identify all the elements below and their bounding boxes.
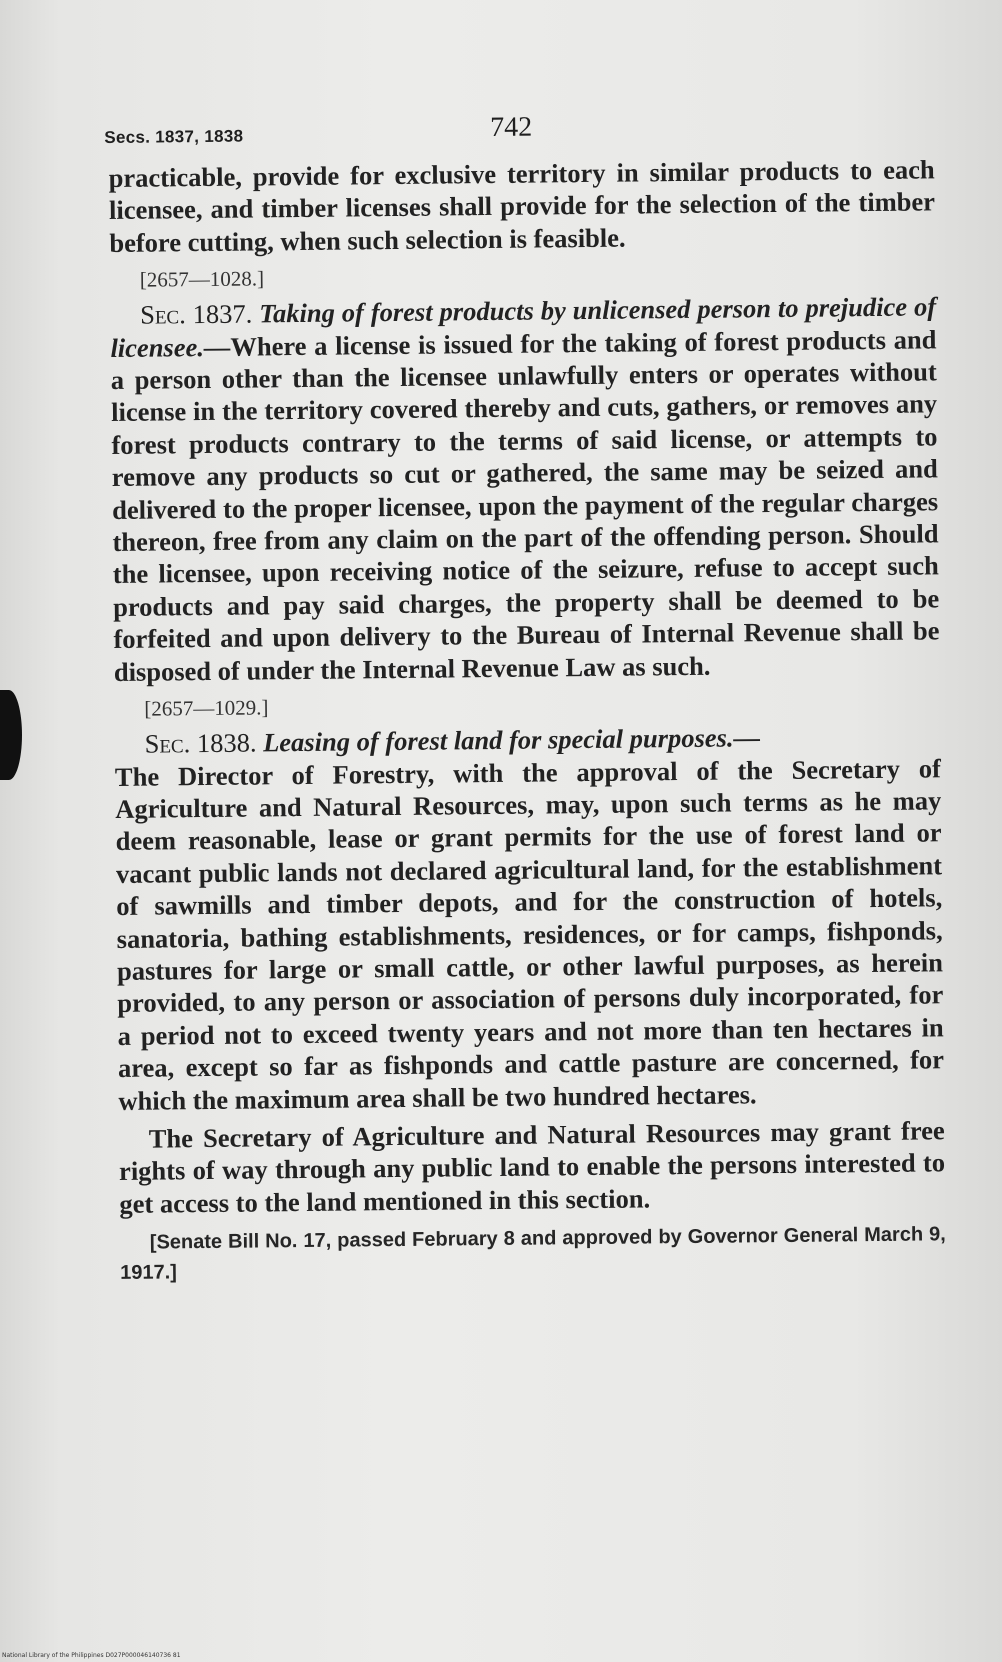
- section-1838-text: The Director of Forestry, with the approval of the Secretary of Agriculture and Natural Resources, may, upon such terms as he may deem reasonable, lease or grant permits for the use of forest land or vacant public lands not declared agricultural land, for the establishment of sawmills and timber depots, and for the construction of hotels, sanatoria, bathing establishments, residences, or for camps, fishponds, pastures for large or small cattle, or other lawful purposes, as herein provided, to any person or association of persons duly incorporated, for a period not to exceed twenty years and not more than ten hectares in area, except so far as fishponds and cattle pasture are concerned, for which the maximum area shall be two hundred hectares.: [114, 752, 945, 1116]
- section-1837-title: Taking of forest products by unlicensed person to prejudice of licensee.—: [110, 291, 937, 363]
- page-header: [104, 103, 934, 162]
- enactment-note: [Senate Bill No. 17, passed February 8 and approved by Governor General March 9, 1917.]: [120, 1223, 946, 1285]
- running-head-sections: Secs. 1837, 1838: [104, 126, 244, 148]
- section-1837-label: Sec. 1837.: [139, 298, 253, 330]
- source-reference-2: [2657—1029.]: [144, 695, 269, 721]
- page-number: 742: [490, 111, 533, 143]
- scan-credit-footer: National Library of the Philippines D027P000046140736 81: [2, 1652, 181, 1659]
- section-1837-paragraph: [110, 291, 940, 689]
- section-1838-second-paragraph: The Secretary of Agriculture and Natural Resources may grant free rights of way through any public land to enable the persons interested to get access to the land mentioned in this section.: [118, 1115, 946, 1219]
- continuation-paragraph: practicable, provide for exclusive territory in similar products to each licensee, and timber licenses shall provide for the selection of the timber before cutting, when such selection is feasible.: [108, 154, 936, 258]
- section-1838-label: Sec. 1838.: [144, 727, 257, 759]
- page-text-block: [104, 103, 946, 1288]
- section-1838-title: Leasing of forest land for special purposes.—: [262, 722, 761, 758]
- source-reference-1: [2657—1028.]: [139, 266, 265, 292]
- section-1838-paragraph: [114, 719, 944, 1117]
- section-1837-text: Where a license is issued for the taking of forest products and a person other than the licensee unlawfully enters or operates without license in the territory covered thereby and cuts, gathers, or removes any forest products contrary to the terms of said license, or attempts to remove any products so cut or gathered, the same may be seized and delivered to the proper licensee, upon the payment of the regular charges thereon, free from any claim on the part of the offending person. Should the licensee, upon receiving notice of the seizure, refuse to accept such products and pay said charges, the property shall be deemed to be forfeited and upon delivery to the Bureau of Internal Revenue shall be disposed of under the Internal Revenue Law as such.: [110, 323, 940, 687]
- binding-edge-mark: [0, 690, 22, 780]
